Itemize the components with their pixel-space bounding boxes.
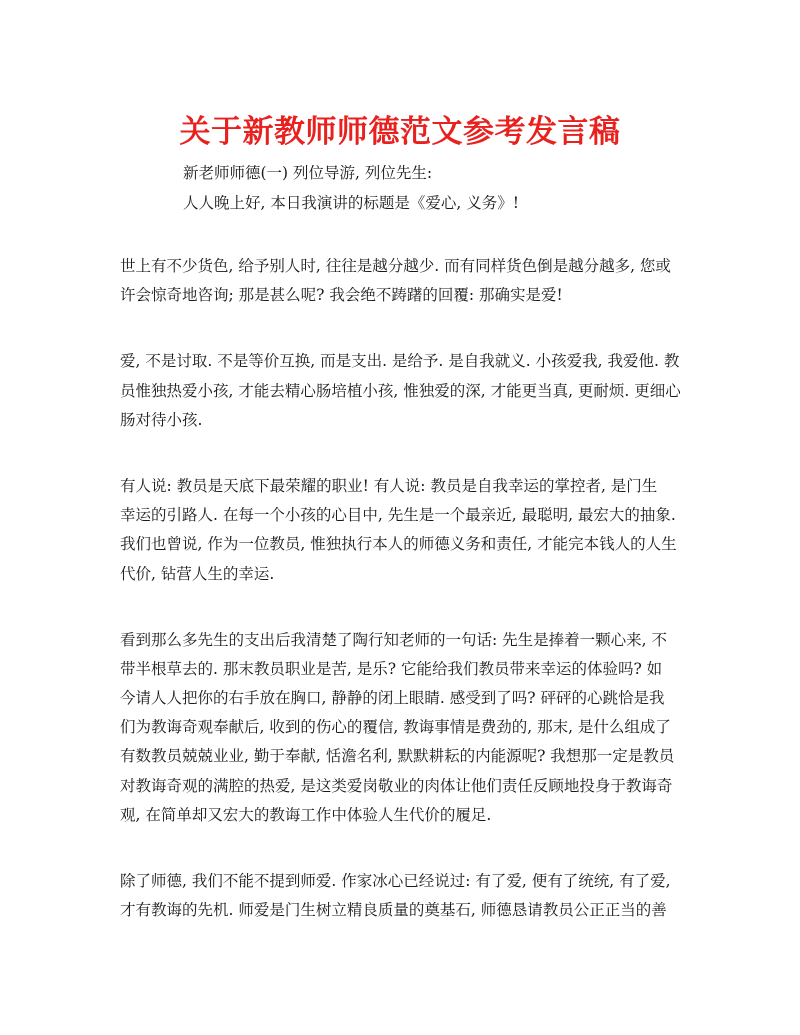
intro-line-2: 人人晚上好, 本日我演讲的标题是《爱心, 义务》! xyxy=(183,194,519,212)
intro-line-1: 新老师师德(一) 列位导游, 列位先生: xyxy=(183,164,433,182)
paragraph-line: 代价, 钻营人生的幸运. xyxy=(120,564,275,583)
paragraph-line: 爱, 不是讨取. 不是等价互换, 而是支出. 是给予. 是自我就义. 小孩爱我, 我爱他. 教 xyxy=(120,352,680,371)
paragraph-line: 我们也曾说, 作为一位教员, 惟独执行本人的师德义务和责任, 才能完本钱人的人生 xyxy=(120,535,677,554)
paragraph-line: 幸运的引路人. 在每一个小孩的心目中, 先生是一个最亲近, 最聪明, 最宏大的抽象. xyxy=(120,506,676,525)
paragraph-line: 肠对待小孩. xyxy=(120,410,203,429)
paragraph-line: 带半根草去的. 那末教员职业是苦, 是乐? 它能给我们教员带来幸运的体验吗? 如 xyxy=(120,659,663,678)
paragraph-line: 许会惊奇地咨询; 那是甚么呢? 我会绝不踌躇的回覆: 那确实是爱! xyxy=(120,286,563,305)
paragraph-3 xyxy=(120,472,685,589)
paragraph-2 xyxy=(120,347,685,435)
paragraph-line: 除了师德, 我们不能不提到师爱. 作家冰心已经说过: 有了爱, 便有了统统, 有了爱, xyxy=(120,872,671,890)
paragraph-line: 世上有不少货色, 给予别人时, 往往是越分越少. 而有同样货色倒是越分越多, 您或 xyxy=(120,257,671,275)
paragraph-line: 今请人人把你的右手放在胸口, 静静的闭上眼睛. 感受到了吗? 砰砰的心跳恰是我 xyxy=(120,689,665,708)
paragraph-line: 对教诲奇观的满腔的热爱, 是这类爱岗敬业的肉体让他们责任反顾地投身于教诲奇 xyxy=(120,776,673,795)
paragraph-line: 员惟独热爱小孩, 才能去精心肠培植小孩, 惟独爱的深, 才能更当真, 更耐烦. 更细心 xyxy=(120,381,681,400)
paragraph-line: 有人说: 教员是天底下最荣耀的职业! 有人说: 教员是自我幸运的掌控者, 是门生 xyxy=(120,476,658,495)
paragraph-line: 才有教诲的先机. 师爱是门生树立精良质量的奠基石, 师德恳请教员公正正当的善 xyxy=(120,901,667,920)
paragraph-5 xyxy=(120,867,685,925)
paragraph-4 xyxy=(120,626,685,830)
document-title: 关于新教师师德范文参考发言稿 xyxy=(179,114,621,150)
paragraph-line: 有数教员兢兢业业, 勤于奉献, 恬澹名利, 默默耕耘的内能源呢? 我想那一定是教员 xyxy=(120,747,675,766)
paragraph-1 xyxy=(120,252,685,310)
paragraph-line: 观, 在简单却又宏大的教诲工作中体验人生代价的履足. xyxy=(120,805,492,824)
paragraph-line: 看到那么多先生的支出后我清楚了陶行知老师的一句话: 先生是捧着一颗心来, 不 xyxy=(120,630,668,649)
document-body xyxy=(120,252,685,962)
paragraph-line: 们为教诲奇观奉献后, 收到的伤心的覆信, 教诲事情是费劲的, 那末, 是什么组成了 xyxy=(120,718,671,737)
